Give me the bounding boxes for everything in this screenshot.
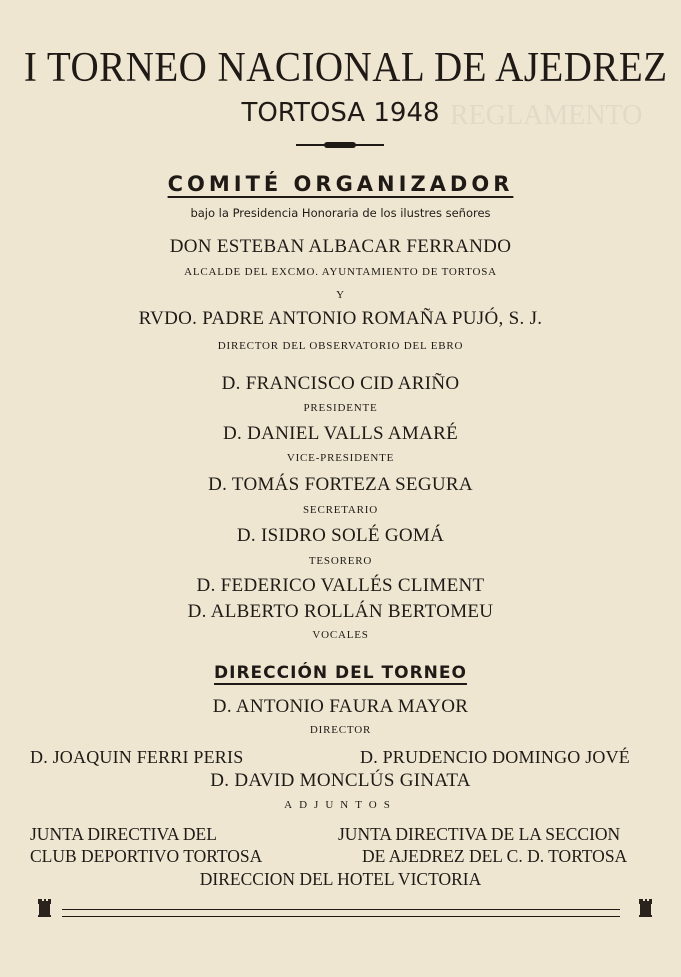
title-divider [296, 144, 384, 146]
honorary-role-1: ALCALDE DEL EXCMO. AYUNTAMIENTO DE TORTOSA [184, 266, 497, 278]
honorary-name-2: RVDO. PADRE ANTONIO ROMAÑA PUJÓ, S. J. [138, 308, 543, 329]
member-name-tesorero: D. ISIDRO SOLÉ GOMÁ [236, 525, 445, 546]
member-role-tesorero: TESORERO [308, 555, 373, 567]
member-name-presidente: D. FRANCISCO CID ARIÑO [221, 373, 460, 394]
junta-right-line2: DE AJEDREZ DEL C. D. TORTOSA [362, 846, 628, 866]
member-role-secretario: SECRETARIO [303, 504, 378, 516]
honorary-name-1: DON ESTEBAN ALBACAR FERRANDO [169, 236, 512, 257]
comite-intro: bajo la Presidencia Honoraria de los ilustres señores [190, 206, 491, 220]
member-role-presidente: PRESIDENTE [303, 402, 378, 414]
adjuntos-role: ADJUNTOS [284, 799, 397, 811]
vocal-name-1: D. FEDERICO VALLÉS CLIMENT [196, 575, 485, 596]
member-name-secretario: D. TOMÁS FORTEZA SEGURA [208, 474, 473, 495]
member-name-vicepresidente: D. DANIEL VALLS AMARÉ [222, 423, 458, 444]
junta-left [30, 823, 262, 867]
junta-right-line1: JUNTA DIRECTIVA DE LA SECCION [338, 824, 621, 844]
comite-heading: COMITÉ ORGANIZADOR [167, 172, 514, 196]
junta-left-line1: JUNTA DIRECTIVA DEL [30, 824, 217, 844]
hotel-line: DIRECCION DEL HOTEL VICTORIA [199, 869, 482, 889]
honorary-role-2: DIRECTOR DEL OBSERVATORIO DEL EBRO [217, 340, 464, 352]
junta-left-line2: CLUB DEPORTIVO TORTOSA [30, 846, 263, 866]
tournament-subtitle: TORTOSA 1948 [241, 98, 440, 128]
bottom-rule [62, 909, 620, 917]
castle-icon [639, 899, 653, 917]
vocales-role: VOCALES [312, 629, 369, 641]
director-name: D. ANTONIO FAURA MAYOR [212, 696, 469, 717]
vocal-name-2: D. ALBERTO ROLLÁN BERTOMEU [187, 601, 494, 622]
junta-right [338, 823, 627, 867]
tournament-title: I TORNEO NACIONAL DE AJEDREZ [23, 45, 668, 91]
castle-icon [38, 899, 52, 917]
adjunto-right-name: D. PRUDENCIO DOMINGO JOVÉ [360, 747, 630, 767]
direccion-heading: DIRECCIÓN DEL TORNEO [214, 663, 467, 683]
adjunto-center-name: D. DAVID MONCLÚS GINATA [210, 770, 471, 791]
adjunto-left-name: D. JOAQUIN FERRI PERIS [30, 747, 244, 767]
bleed-through-decoration: REGLAMENTO [450, 100, 643, 131]
conjunction-y: Y [336, 289, 345, 301]
member-role-vicepresidente: VICE-PRESIDENTE [286, 452, 395, 464]
director-role: DIRECTOR [309, 724, 372, 736]
